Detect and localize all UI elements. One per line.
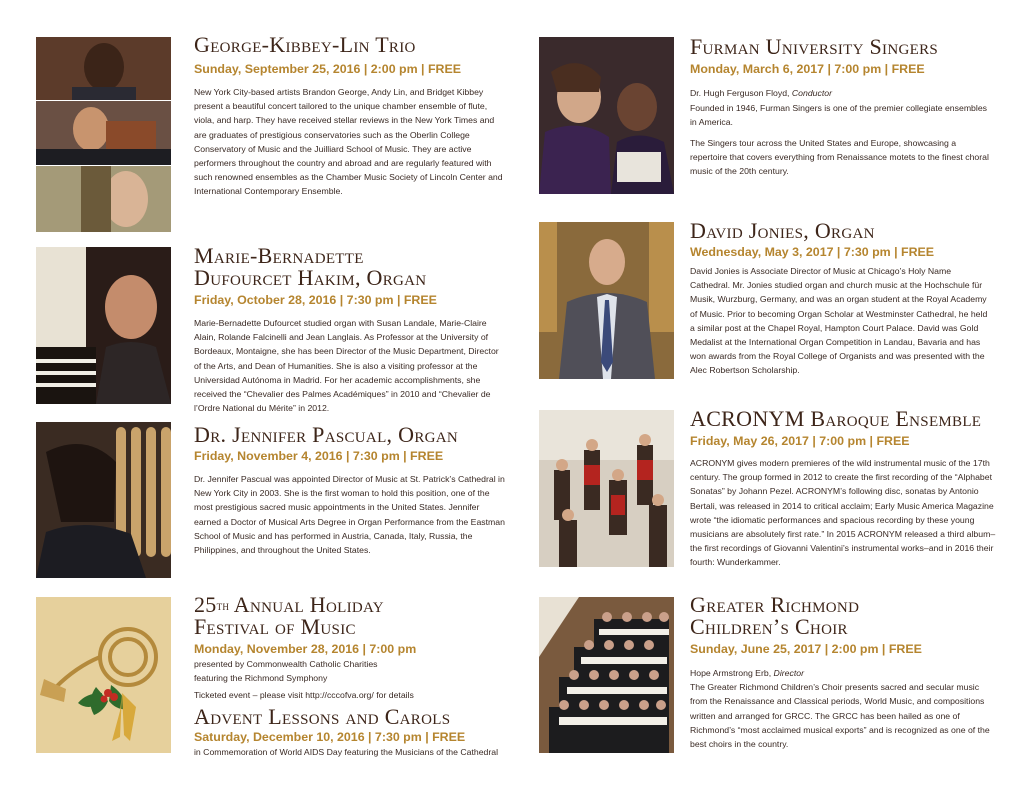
event-date: Sunday, September 25, 2016 | 2:00 pm | FREE: [194, 62, 462, 76]
event-description: in Commemoration of World AIDS Day featuring the Musicians of the Cathedral: [194, 747, 499, 757]
event-date: Monday, November 28, 2016 | 7:00 pm: [194, 642, 417, 656]
trio-photo-3: [36, 166, 171, 232]
paragraph-1: Founded in 1946, Furman Singers is one of the premier collegiate ensembles in America.: [690, 103, 987, 128]
pascual-photo: [36, 422, 171, 578]
event-date: Friday, October 28, 2016 | 7:30 pm | FREE: [194, 293, 437, 307]
director-role: Director: [773, 668, 804, 678]
event-title-line1: Greater Richmond: [690, 592, 860, 617]
furman-photo: [539, 37, 674, 194]
event-date: Saturday, December 10, 2016 | 7:30 pm | FREE: [194, 730, 466, 744]
grcc-photo: [539, 597, 674, 753]
event-title: George-Kibbey-Lin Trio: [194, 32, 416, 57]
event-date: Friday, May 26, 2017 | 7:00 pm | FREE: [690, 434, 910, 448]
event-description: ACRONYM gives modern premieres of the wild instrumental music of the 17th century. The group formed in 2012 to create the first recording of the “Alphabet Sonatas” by Johann Pezel. ACRONYM’s following disc, sonatas by Antonio Bertali, was released in 2014 to critical acclaim; Early Music America Magazine wrote “the idiomatic performances and spacious recording by these young musicians are absolutely first rate.” In 2015 ACRONYM released a third album–the first recordings of Giovanni Valentini’s instrumental works–and in 2016 their fourth: Wunderkammer.: [690, 458, 996, 568]
event-title: Furman University Singers: [690, 34, 939, 59]
event-date: Wednesday, May 3, 2017 | 7:30 pm | FREE: [690, 245, 935, 259]
director-line: [690, 666, 990, 680]
paragraph: The Greater Richmond Children’s Choir presents sacred and secular music from the Renaissance and Classical periods, World Music, and compositions written and arranged for GRCC. The GRCC has been hailed as one of Richmond’s “most acclaimed musical exports” and is recognized as one of the best choirs in the country.: [690, 682, 990, 750]
event-date: Sunday, June 25, 2017 | 2:00 pm | FREE: [690, 642, 922, 656]
event-title-line1: [194, 594, 384, 616]
hakim-photo: [36, 247, 171, 404]
title-rest: Annual Holiday: [229, 592, 384, 617]
event-description: Marie-Bernadette Dufourcet studied organ with Susan Landale, Marie-Claire Alain, Rolande Falcinelli and Jean Langlais. As Professor at the University of Bordeaux, Montaigne, she has been Director of the Music Department, Director of the Arts, and Dean of Humanities. She is also a visiting professor at the Universidad Autónoma in Madrid. For her academic accomplishments, she received the “Chevalier des Palmes Académiques” in 2010 and “Chevalier de l’Ordre National du Mérite” in 2012.: [194, 318, 499, 414]
event-description: [690, 86, 990, 184]
director-name: Hope Armstrong Erb,: [690, 668, 774, 678]
event-title-line2: Festival of Music: [194, 614, 356, 639]
ordinal-suffix: th: [216, 598, 230, 613]
trio-photo-1: [36, 37, 171, 100]
event-title: Advent Lessons and Carols: [194, 704, 451, 729]
event-title-line1: Marie-Bernadette: [194, 243, 364, 268]
event-description: [690, 666, 990, 751]
event-date: Monday, March 6, 2017 | 7:00 pm | FREE: [690, 62, 925, 76]
conductor-name: Dr. Hugh Ferguson Floyd,: [690, 88, 792, 98]
event-title-line2: Dufourcet Hakim, Organ: [194, 265, 427, 290]
paragraph-2: The Singers tour across the United States and Europe, showcasing a repertoire that covers everything from Renaissance motets to the finest choral music of the 20th century.: [690, 137, 989, 177]
event-date: Friday, November 4, 2016 | 7:30 pm | FREE: [194, 449, 444, 463]
event-presenter: presented by Commonwealth Catholic Charities: [194, 659, 378, 669]
acronym-photo: [539, 410, 674, 567]
event-description: David Jonies is Associate Director of Music at Chicago’s Holy Name Cathedral. Mr. Jonies studied organ and church music at the Hochschule für Musik, Wurzburg, Germany, and was an organ student at the Royal Academy of Music. Prior to becoming Organ Scholar at Westminster Cathedral, he held a similar post at the Chapel Royal, Hampton Court Palace. David was Gold Medalist at the International Organ Competition in Landau, Bavaria and has won awards from the Royal College of Organists and was presented with the Alec Robertson Scholarship.: [690, 266, 988, 376]
french-horn-with-holly-icon: [36, 597, 171, 753]
ordinal-number: 25: [194, 592, 217, 617]
event-description: Dr. Jennifer Pascual was appointed Director of Music at St. Patrick’s Cathedral in New York City in 2003. She is the first woman to hold this position, one of the most prestigious sacred music appointments in the United States. Jennifer earned a Doctor of Musical Arts Degree in Organ Performance from the Eastman School of Music and has performed in Austria, Canada, Italy, Russia, the Philippines, and throughout the United States.: [194, 474, 505, 556]
trio-photo-2: [36, 101, 171, 165]
event-title-line2: Children’s Choir: [690, 614, 848, 639]
conductor-role: Conductor: [791, 88, 832, 98]
conductor-line: [690, 86, 990, 100]
jonies-photo: [539, 222, 674, 379]
event-title: Dr. Jennifer Pascual, Organ: [194, 422, 459, 447]
event-title: ACRONYM Baroque Ensemble: [690, 406, 982, 431]
event-title: David Jonies, Organ: [690, 218, 875, 243]
event-featuring: featuring the Richmond Symphony: [194, 673, 328, 683]
event-ticket-note: Ticketed event – please visit http://cccofva.org/ for details: [194, 690, 414, 700]
event-description: New York City-based artists Brandon George, Andy Lin, and Bridget Kibbey present a beautiful concert tailored to the unique chamber ensemble of flute, viola, and harp. They have received stellar reviews in the New York Times and are graduates of prestigious conservatories such as the Oberlin College Conservatory of Music and the Juilliard School of Music. They are active performers throughout the country and abroad and are regularly featured with such renowned ensembles as the Chamber Music Society of Lincoln Center and International Contemporary Ensemble.: [194, 87, 503, 197]
